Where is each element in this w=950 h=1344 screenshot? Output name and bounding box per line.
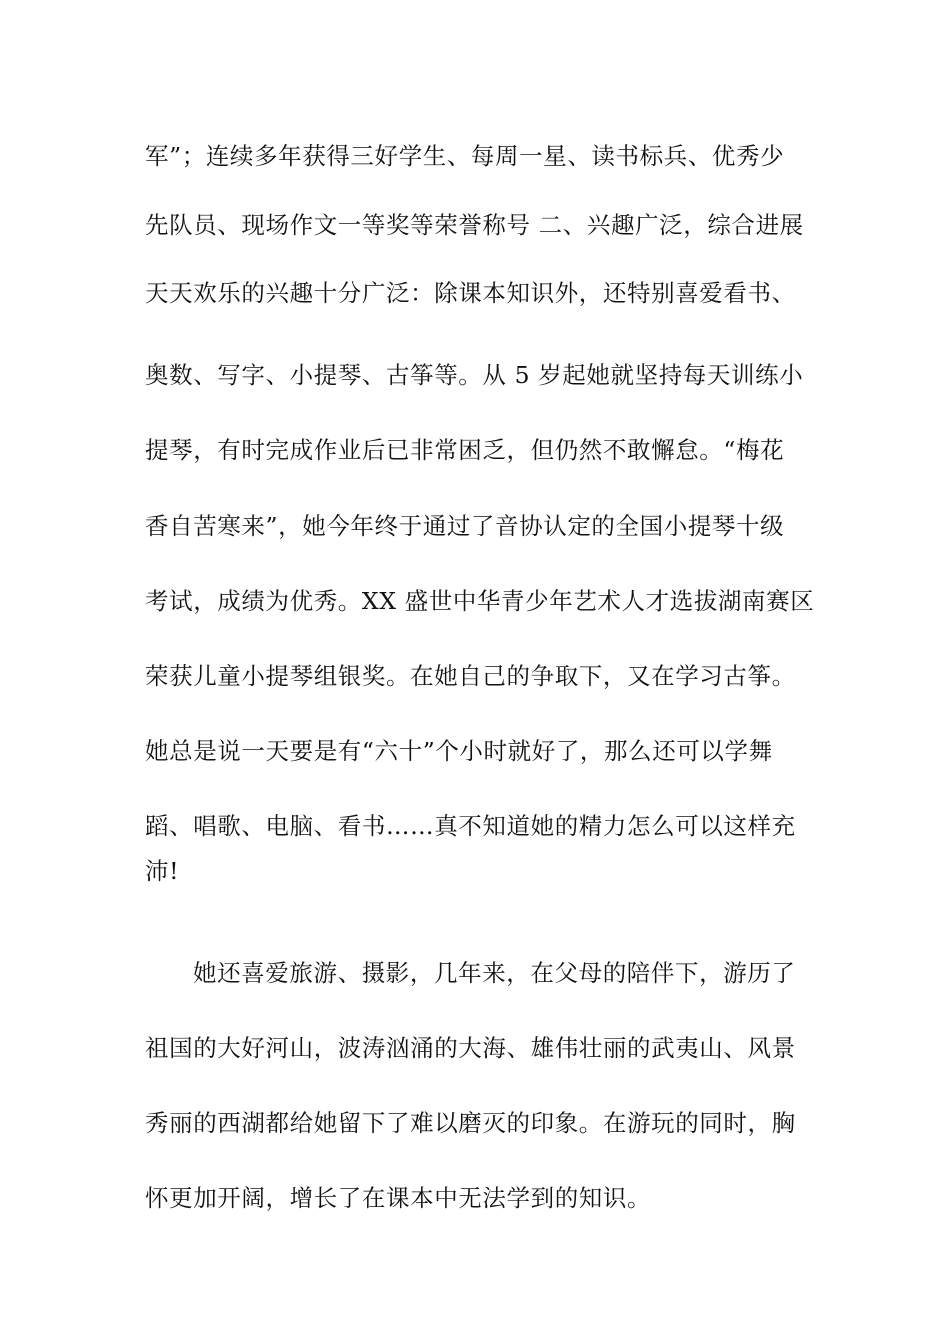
text-line: 秀丽的西湖都给她留下了难以磨灭的印象。在游玩的同时，胸: [145, 1109, 796, 1137]
text-line: 荣获儿童小提琴组银奖。在她自己的争取下，又在学习古筝。: [145, 662, 796, 690]
text-line: 香自苦寒来”，她今年终于通过了音协认定的全国小提琴十级: [145, 512, 785, 540]
text-line: 沛!: [145, 857, 180, 885]
text-line: 奥数、写字、小提琴、古筝等。从 5 岁起她就坚持每天训练小: [145, 361, 804, 389]
text-line: 先队员、现场作文一等奖等荣誉称号 二、兴趣广泛，综合进展: [145, 211, 804, 239]
text-line: 她总是说一天要是有“六十”个小时就好了，那么还可以学舞: [145, 737, 773, 765]
text-line: 军”；连续多年获得三好学生、每周一星、读书标兵、优秀少: [145, 142, 785, 170]
text-line: 考试，成绩为优秀。XX 盛世中华青少年艺术人才选拔湖南赛区: [145, 587, 815, 615]
text-line: 蹈、唱歌、电脑、看书……真不知道她的精力怎么可以这样充: [145, 812, 796, 840]
text-line: 怀更加开阔，增长了在课本中无法学到的知识。: [145, 1184, 652, 1212]
text-line: 提琴，有时完成作业后已非常困乏，但仍然不敢懈怠。“梅花: [145, 436, 785, 464]
text-line: 天天欢乐的兴趣十分广泛：除课本知识外，还特别喜爱看书、: [145, 279, 796, 307]
paragraph-first-line: 她还喜爱旅游、摄影，几年来，在父母的陪伴下，游历了: [193, 959, 796, 987]
text-line: 祖国的大好河山，波涛汹涌的大海、雄伟壮丽的武夷山、风景: [145, 1034, 796, 1062]
